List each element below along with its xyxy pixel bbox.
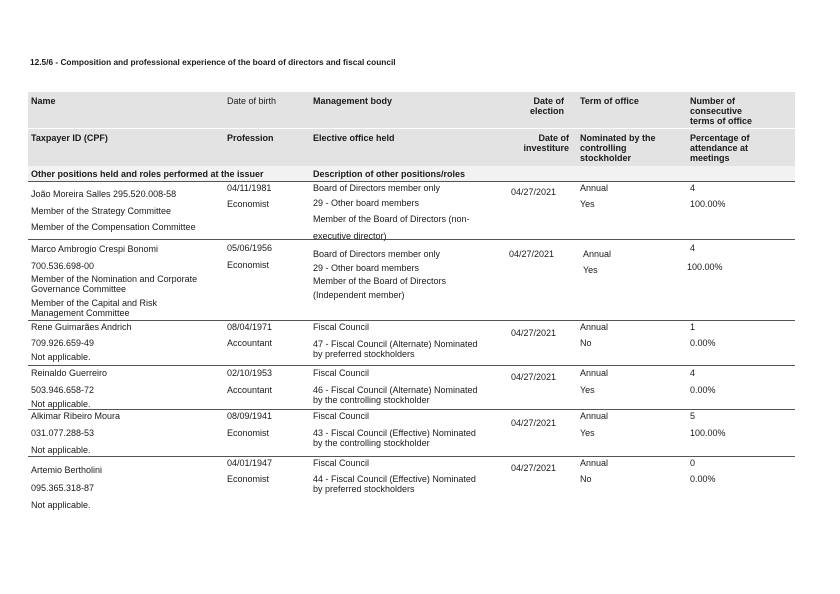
member-term: Annual <box>580 183 609 193</box>
member-name: Rene Guimarães Andrich <box>31 322 132 332</box>
member-office: 43 - Fiscal Council (Effective) Nominated by the controlling stockholder <box>313 428 476 448</box>
member-body: Fiscal Council <box>313 322 370 332</box>
col-consecutive-terms: Number of consecutive terms of office <box>690 96 753 126</box>
member-term: Annual <box>580 458 609 468</box>
member-cpf: 095.365.318-87 <box>31 483 95 493</box>
col-name: Name <box>31 96 56 106</box>
member-date: 04/27/2021 <box>511 372 557 382</box>
member-consecutive: 4 <box>690 183 696 193</box>
member-attendance: 100.00% <box>690 199 726 209</box>
member-nominated: Yes <box>580 199 595 209</box>
member-role: Not applicable. <box>31 445 91 455</box>
member-description: executive director) <box>313 231 387 241</box>
row-divider <box>28 456 795 457</box>
member-body: Fiscal Council <box>313 411 370 421</box>
member-attendance: 0.00% <box>690 385 716 395</box>
member-role: Member of the Strategy Committee <box>31 206 172 216</box>
member-role: Member of the Nomination and Corporate Governance Committee <box>31 274 198 294</box>
member-body: Board of Directors member only <box>313 249 441 259</box>
member-body: Fiscal Council <box>313 368 370 378</box>
row-divider <box>28 239 795 240</box>
member-attendance: 0.00% <box>690 338 716 348</box>
member-date: 04/27/2021 <box>511 187 557 197</box>
member-consecutive: 4 <box>690 368 696 378</box>
member-attendance: 0.00% <box>690 474 716 484</box>
member-profession: Accountant <box>227 338 273 348</box>
member-cpf: 031.077.288-53 <box>31 428 95 438</box>
member-consecutive: 4 <box>690 243 696 253</box>
member-nominated: Yes <box>583 265 598 275</box>
member-dob: 04/11/1981 <box>227 183 272 193</box>
member-body: Fiscal Council <box>313 458 370 468</box>
member-consecutive: 0 <box>690 458 696 468</box>
member-dob: 08/09/1941 <box>227 411 273 421</box>
member-dob: 05/06/1956 <box>227 243 273 253</box>
member-attendance: 100.00% <box>687 262 723 272</box>
member-office: 44 - Fiscal Council (Effective) Nominated by preferred stockholders <box>313 474 476 494</box>
member-date: 04/27/2021 <box>511 418 557 428</box>
member-term: Annual <box>580 411 609 421</box>
member-name: Alkimar Ribeiro Moura <box>31 411 121 421</box>
page-title: 12.5/6 - Composition and professional experience of the board of directors and fiscal council <box>30 57 396 67</box>
member-cpf: 700.536.698-00 <box>31 261 95 271</box>
member-role: Not applicable. <box>31 352 91 362</box>
col-cpf: Taxpayer ID (CPF) <box>31 133 108 143</box>
member-profession: Economist <box>227 260 270 270</box>
member-nominated: No <box>580 338 592 348</box>
member-consecutive: 1 <box>690 322 696 332</box>
col-other-positions: Other positions held and roles performed at the issuer <box>31 169 264 179</box>
member-dob: 02/10/1953 <box>227 368 273 378</box>
member-consecutive: 5 <box>690 411 696 421</box>
member-dob: 04/01/1947 <box>227 458 273 468</box>
member-office: 46 - Fiscal Council (Alternate) Nominated by the controlling stockholder <box>313 385 478 405</box>
col-date-investiture: Date of investiture <box>523 133 569 153</box>
row-divider <box>28 320 795 321</box>
col-elective-office: Elective office held <box>313 133 395 143</box>
member-description: Member of the Board of Directors <box>313 276 447 286</box>
member-date: 04/27/2021 <box>511 463 557 473</box>
member-nominated: Yes <box>580 385 595 395</box>
member-role: Not applicable. <box>31 399 91 409</box>
header-row-1 <box>28 92 795 128</box>
member-attendance: 100.00% <box>690 428 726 438</box>
row-divider <box>28 409 795 410</box>
member-name: Artemio Bertholini <box>31 465 103 475</box>
header-row-2 <box>28 129 795 166</box>
member-profession: Accountant <box>227 385 273 395</box>
member-name-cpf: João Moreira Salles 295.520.008-58 <box>31 189 177 199</box>
member-nominated: Yes <box>580 428 595 438</box>
member-nominated: No <box>580 474 592 484</box>
member-role: Member of the Compensation Committee <box>31 222 196 232</box>
member-name: Reinaldo Guerreiro <box>31 368 108 378</box>
member-date: 04/27/2021 <box>511 328 557 338</box>
member-office: 29 - Other board members <box>313 198 420 208</box>
col-date-election: Date of election <box>529 96 564 116</box>
member-body: Board of Directors member only <box>313 183 441 193</box>
member-dob: 08/04/1971 <box>227 322 273 332</box>
member-role: Not applicable. <box>31 500 91 510</box>
col-description: Description of other positions/roles <box>313 169 466 179</box>
member-date: 04/27/2021 <box>509 249 555 259</box>
member-profession: Economist <box>227 428 270 438</box>
member-role: Member of the Capital and Risk Management Committee <box>31 298 158 318</box>
col-dob: Date of birth <box>227 96 277 106</box>
col-attendance: Percentage of attendance at meetings <box>690 133 750 163</box>
row-divider <box>28 365 795 366</box>
member-name: Marco Ambrogio Crespi Bonomi <box>31 244 159 254</box>
member-description: (Independent member) <box>313 290 405 300</box>
member-profession: Economist <box>227 199 270 209</box>
member-term: Annual <box>580 322 609 332</box>
member-cpf: 709.926.659-49 <box>31 338 95 348</box>
member-term: Annual <box>580 368 609 378</box>
col-management-body: Management body <box>313 96 393 106</box>
col-term: Term of office <box>580 96 639 106</box>
member-term: Annual <box>583 249 612 259</box>
col-profession: Profession <box>227 133 274 143</box>
member-cpf: 503.946.658-72 <box>31 385 95 395</box>
member-description: Member of the Board of Directors (non- <box>313 214 470 224</box>
member-office: 29 - Other board members <box>313 263 420 273</box>
member-profession: Economist <box>227 474 270 484</box>
col-nominated: Nominated by the controlling stockholder <box>580 133 656 163</box>
row-divider <box>28 181 795 182</box>
member-office: 47 - Fiscal Council (Alternate) Nominated by preferred stockholders <box>313 339 478 359</box>
